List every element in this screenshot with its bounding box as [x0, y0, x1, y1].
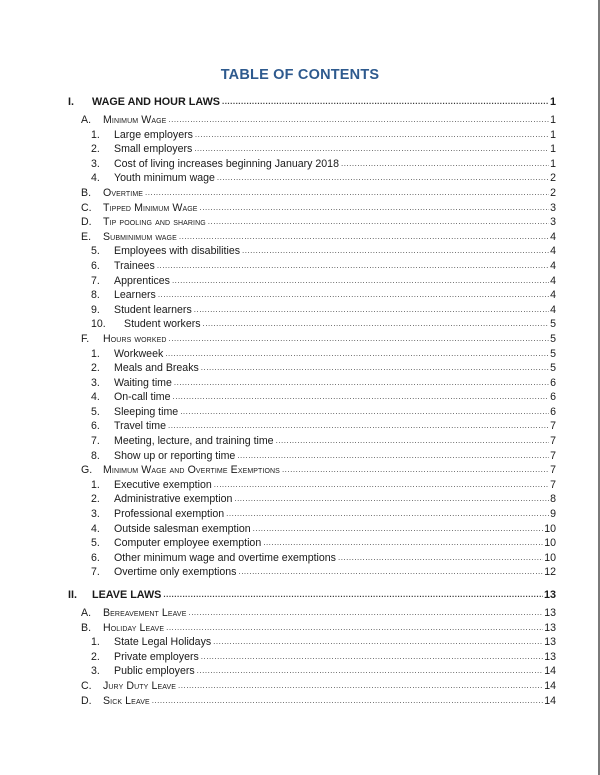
toc-entry-number: 1. [91, 128, 100, 141]
toc-entry-page-number[interactable]: 14 [544, 694, 556, 707]
toc-entry-label[interactable]: Travel time [114, 420, 166, 433]
dot-leader [166, 621, 543, 636]
toc-entry-number: 10. [91, 318, 106, 331]
toc-entry-page-number[interactable]: 4 [550, 289, 556, 302]
toc-entry-label[interactable]: Minimum Wage and Overtime Exemptions [103, 464, 280, 477]
toc-entry-number: A. [81, 114, 92, 126]
toc-entry-section[interactable] [68, 621, 556, 636]
dot-leader [145, 186, 549, 201]
dot-leader [178, 679, 543, 694]
dot-leader [213, 635, 543, 650]
dot-leader [338, 551, 543, 566]
toc-entry-label[interactable]: Trainees [114, 259, 155, 272]
toc-entry-label[interactable]: Outside salesman exemption [114, 522, 251, 535]
toc-entry-section[interactable] [68, 332, 556, 347]
toc-entry-label[interactable]: Computer employee exemption [114, 537, 262, 550]
toc-entry-label[interactable]: Apprentices [114, 274, 170, 287]
toc-entry-number: 6. [91, 420, 100, 433]
toc-entry-item[interactable] [68, 317, 556, 332]
toc-entry-number: 1. [91, 347, 100, 360]
dot-leader [188, 606, 543, 621]
dot-leader [263, 536, 543, 551]
toc-entry-number: D. [81, 216, 92, 229]
toc-entry-major[interactable] [68, 586, 556, 604]
toc-entry-label[interactable]: Meals and Breaks [114, 362, 199, 375]
toc-entry-page-number[interactable]: 13 [544, 621, 556, 634]
toc-entry-label[interactable]: Cost of living increases beginning January 2018 [114, 157, 339, 170]
toc-entry-label[interactable]: Waiting time [114, 376, 172, 389]
toc-entry-section[interactable] [68, 694, 556, 709]
dot-leader [222, 93, 549, 111]
toc-entry-page-number[interactable]: 14 [544, 679, 556, 692]
toc-entry-label[interactable]: Professional exemption [114, 508, 225, 521]
toc-entry-page-number[interactable]: 4 [550, 274, 556, 287]
dot-leader [197, 664, 544, 679]
toc-entry-label[interactable]: Sleeping time [114, 405, 179, 418]
dot-leader [282, 463, 549, 478]
dot-leader [158, 288, 549, 303]
dot-leader [195, 128, 549, 143]
toc-entry-item[interactable] [68, 171, 556, 186]
toc-entry-item[interactable] [68, 361, 556, 376]
toc-entry-label[interactable]: Public employers [114, 665, 195, 678]
dot-leader [242, 244, 549, 259]
dot-leader [168, 113, 549, 128]
dot-leader [201, 650, 543, 665]
toc-entry-label[interactable]: Bereavement Leave [103, 607, 187, 619]
toc-entry-item[interactable] [68, 376, 556, 391]
toc-entry-label[interactable]: Tip pooling and sharing [103, 216, 206, 229]
toc-entry-number: 1. [91, 636, 100, 649]
toc-entry-number: 7. [91, 435, 100, 448]
dot-leader [203, 317, 549, 332]
toc-entry-label[interactable]: Holiday Leave [103, 621, 165, 634]
toc-entry-item[interactable] [68, 650, 556, 665]
toc-entry-number: 7. [91, 274, 100, 287]
toc-entry-page-number[interactable]: 13 [544, 636, 556, 649]
toc-entry-number: I. [68, 96, 74, 108]
toc-entry-number: D. [81, 694, 92, 707]
dot-leader [214, 478, 549, 493]
dot-leader [174, 376, 549, 391]
toc-entry-label[interactable]: Other minimum wage and overtime exemptions [114, 551, 336, 564]
toc-entry-number: 5. [91, 405, 100, 418]
toc-entry-section[interactable] [68, 463, 556, 478]
dot-leader [217, 171, 549, 186]
dot-leader [194, 303, 549, 318]
toc-entry-number: B. [81, 621, 92, 634]
toc-entry-page-number[interactable]: 8 [550, 493, 556, 506]
toc-entry-page-number[interactable]: 3 [550, 201, 556, 214]
dot-leader [157, 259, 549, 274]
toc-entry-label[interactable]: Large employers [114, 128, 193, 141]
toc-entry-label[interactable]: Minimum Wage [103, 114, 167, 126]
toc-entry-page-number[interactable]: 5 [550, 347, 556, 360]
toc-entry-number: 3. [91, 508, 100, 521]
toc-entry-page-number[interactable]: 10 [544, 522, 556, 535]
toc-entry-item[interactable] [68, 128, 556, 143]
toc-entry-page-number[interactable]: 10 [544, 551, 556, 564]
toc-entry-page-number[interactable]: 1 [549, 96, 556, 108]
toc-entry-item[interactable] [68, 274, 556, 289]
toc-entry-label[interactable]: WAGE AND HOUR LAWS [92, 96, 220, 108]
toc-entry-page-number[interactable]: 13 [544, 650, 556, 663]
toc-entry-page-number[interactable]: 3 [550, 216, 556, 229]
toc-entry-number: 2. [91, 650, 100, 663]
toc-entry-label[interactable]: Overtime [103, 186, 144, 199]
dot-leader [168, 419, 549, 434]
toc-entry-page-number[interactable]: 6 [550, 391, 556, 404]
toc-entry-label[interactable]: Executive exemption [114, 478, 212, 491]
toc-entry-item[interactable] [68, 259, 556, 274]
toc-entry-number: F. [81, 332, 90, 345]
toc-entry-item[interactable] [68, 635, 556, 650]
toc-entry-item[interactable] [68, 288, 556, 303]
page-title: TABLE OF CONTENTS [220, 67, 380, 83]
dot-leader [208, 215, 549, 230]
toc-entry-page-number[interactable]: 7 [550, 420, 556, 433]
toc-entry-label[interactable]: LEAVE LAWS [92, 589, 162, 601]
dot-leader [152, 694, 543, 709]
toc-entry-number: 8. [91, 289, 100, 302]
dot-leader [165, 347, 549, 362]
toc-entry-label[interactable]: Student workers [124, 318, 201, 331]
toc-entry-label[interactable]: Tipped Minimum Wage [103, 201, 198, 214]
toc-entry-label[interactable]: Overtime only exemptions [114, 566, 237, 579]
toc-entry-number: C. [81, 679, 92, 692]
toc-entry-item[interactable] [68, 434, 556, 449]
toc-entry-page-number[interactable]: 9 [550, 508, 556, 521]
dot-leader [341, 157, 549, 172]
toc-entry-label[interactable]: Show up or reporting time [114, 449, 236, 462]
toc-entry-number: 2. [91, 493, 100, 506]
toc-entry-number: 4. [91, 172, 100, 185]
dot-leader [172, 274, 549, 289]
toc-entry-number: B. [81, 186, 92, 199]
toc-entry-page-number[interactable]: 14 [544, 665, 556, 678]
toc-entry-section[interactable] [68, 215, 556, 230]
toc-entry-section[interactable] [68, 186, 556, 201]
toc-entry-page-number[interactable]: 1 [550, 143, 556, 156]
toc-entry-label[interactable]: Workweek [114, 347, 164, 360]
toc-entry-label[interactable]: Private employers [114, 650, 199, 663]
toc-entry-page-number[interactable]: 1 [550, 114, 556, 126]
toc-entry-section[interactable] [68, 679, 556, 694]
toc-entry-page-number[interactable]: 13 [543, 589, 556, 601]
dot-leader [237, 449, 549, 464]
toc-entry-page-number[interactable]: 6 [550, 376, 556, 389]
toc-entry-number: 8. [91, 449, 100, 462]
toc-entry-page-number[interactable]: 13 [544, 607, 556, 619]
toc-entry-page-number[interactable]: 7 [550, 449, 556, 462]
toc-entry-label[interactable]: On-call time [114, 391, 171, 404]
toc-entry-label[interactable]: Employees with disabilities [114, 245, 241, 258]
toc-entry-item[interactable] [68, 551, 556, 566]
toc-entry-number: 7. [91, 566, 100, 579]
dot-leader [173, 390, 549, 405]
toc-entry-page-number[interactable]: 4 [550, 230, 556, 243]
toc-entry-number: 6. [91, 551, 100, 564]
toc-entry-label[interactable]: State Legal Holidays [114, 636, 212, 649]
toc-entry-section[interactable] [68, 606, 556, 621]
dot-leader [253, 522, 544, 537]
toc-entry-item[interactable] [68, 449, 556, 464]
toc-entry-label[interactable]: Subminimum wage [103, 230, 177, 243]
dot-leader [169, 332, 549, 347]
toc-entry-item[interactable] [68, 419, 556, 434]
toc-entry-label[interactable]: Student learners [114, 303, 192, 316]
toc-entry-page-number[interactable]: 7 [550, 478, 556, 491]
toc-entry-item[interactable] [68, 536, 556, 551]
toc-entry-item[interactable] [68, 522, 556, 537]
toc-entry-label[interactable]: Meeting, lecture, and training time [114, 435, 274, 448]
toc-entry-number: 3. [91, 157, 100, 170]
toc-entry-number: 5. [91, 537, 100, 550]
dot-leader [180, 405, 549, 420]
toc-entry-section[interactable] [68, 113, 556, 128]
toc-entry-item[interactable] [68, 664, 556, 679]
toc-entry-label[interactable]: Learners [114, 289, 156, 302]
toc-entry-item[interactable] [68, 142, 556, 157]
dot-leader [276, 434, 549, 449]
toc-entry-number: A. [81, 607, 92, 619]
toc-entry-page-number[interactable]: 12 [544, 566, 556, 579]
toc-entry-label[interactable]: Youth minimum wage [114, 172, 215, 185]
toc-entry-item[interactable] [68, 157, 556, 172]
toc-entry-item[interactable] [68, 244, 556, 259]
toc-entry-item[interactable] [68, 507, 556, 522]
dot-leader [201, 361, 549, 376]
toc-entry-page-number[interactable]: 1 [550, 157, 556, 170]
toc-entry-page-number[interactable]: 2 [550, 172, 556, 185]
toc-entry-page-number[interactable]: 5 [550, 332, 556, 345]
toc-entry-page-number[interactable]: 1 [550, 128, 556, 141]
toc-entry-section[interactable] [68, 230, 556, 245]
toc-entry-label[interactable]: Small employers [114, 143, 193, 156]
toc-entry-item[interactable] [68, 565, 556, 580]
dot-leader [226, 507, 549, 522]
toc-entry-label[interactable]: Sick Leave [103, 694, 150, 707]
toc-entry-number: 1. [91, 478, 100, 491]
toc-entry-section[interactable] [68, 201, 556, 216]
toc-entry-item[interactable] [68, 478, 556, 493]
toc-entry-label[interactable]: Hours worked [103, 332, 167, 345]
toc-entry-page-number[interactable]: 7 [550, 464, 556, 477]
toc-entry-page-number[interactable]: 10 [544, 537, 556, 550]
toc-entry-number: 9. [91, 303, 100, 316]
toc-entry-number: II. [68, 589, 77, 601]
toc-entry-label[interactable]: Administrative exemption [114, 493, 233, 506]
toc-entry-page-number[interactable]: 6 [550, 405, 556, 418]
dot-leader [163, 586, 543, 604]
toc-entry-page-number[interactable]: 4 [550, 245, 556, 258]
toc-entry-number: C. [81, 201, 92, 214]
toc-entry-page-number[interactable]: 7 [550, 435, 556, 448]
toc-entry-label[interactable]: Jury Duty Leave [103, 679, 177, 692]
toc-entry-item[interactable] [68, 405, 556, 420]
toc-entry-item[interactable] [68, 303, 556, 318]
toc-entry-item[interactable] [68, 492, 556, 507]
toc-entry-page-number[interactable]: 4 [550, 303, 556, 316]
toc-entry-item[interactable] [68, 347, 556, 362]
dot-leader [200, 201, 549, 216]
dot-leader [234, 492, 549, 507]
toc-entry-number: 5. [91, 245, 100, 258]
toc-entry-number: E. [81, 230, 92, 243]
toc-entry-major[interactable] [68, 93, 556, 111]
toc-entry-number: 3. [91, 376, 100, 389]
toc-entry-number: 2. [91, 143, 100, 156]
toc-entry-page-number[interactable]: 2 [550, 186, 556, 199]
toc-entry-number: 4. [91, 391, 100, 404]
dot-leader [194, 142, 549, 157]
dot-leader [238, 565, 543, 580]
toc-entry-item[interactable] [68, 390, 556, 405]
toc-entry-number: 6. [91, 259, 100, 272]
dot-leader [179, 230, 549, 245]
toc-entry-page-number[interactable]: 5 [550, 318, 556, 331]
toc-entry-number: 3. [91, 665, 100, 678]
toc-entry-number: 2. [91, 362, 100, 375]
toc-entry-page-number[interactable]: 4 [550, 259, 556, 272]
toc-entry-number: G. [81, 464, 93, 477]
toc-entry-number: 4. [91, 522, 100, 535]
table-of-contents [68, 93, 556, 708]
toc-entry-page-number[interactable]: 5 [550, 362, 556, 375]
